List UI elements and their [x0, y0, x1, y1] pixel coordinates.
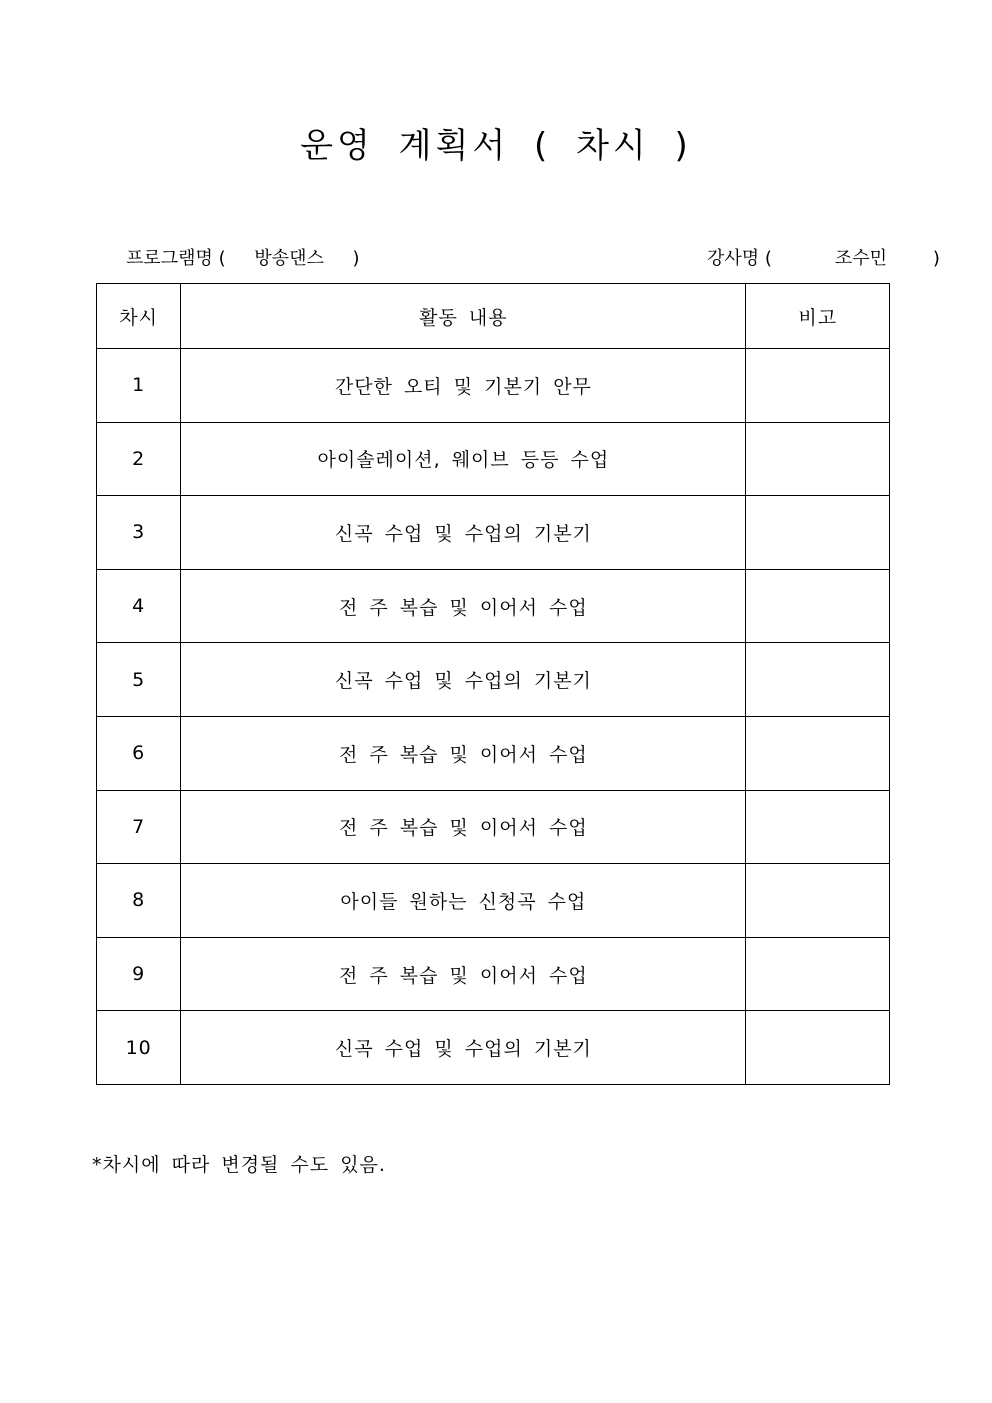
header-session: 차시	[97, 284, 181, 349]
activity-cell: 신곡 수업 및 수업의 기본기	[181, 643, 746, 717]
footnote: *차시에 따라 변경될 수도 있음.	[92, 1154, 386, 1176]
plan-table	[96, 283, 890, 1085]
activity-cell: 전 주 복습 및 이어서 수업	[181, 716, 746, 790]
activity-cell: 아이솔레이션, 웨이브 등등 수업	[181, 422, 746, 496]
table-row	[97, 496, 890, 570]
note-cell	[746, 349, 890, 423]
note-cell	[746, 496, 890, 570]
session-cell: 4	[97, 569, 181, 643]
note-cell	[746, 569, 890, 643]
note-cell	[746, 1011, 890, 1085]
note-cell	[746, 716, 890, 790]
activity-cell: 신곡 수업 및 수업의 기본기	[181, 1011, 746, 1085]
table-row	[97, 1011, 890, 1085]
program-name-value: 방송댄스	[254, 248, 324, 269]
header-activity: 활동 내용	[181, 284, 746, 349]
table-row	[97, 569, 890, 643]
instructor-name-value: 조수민	[834, 248, 888, 269]
table-header-row	[97, 284, 890, 349]
program-name-label: 프로그램명 (	[126, 248, 226, 269]
activity-cell: 아이들 원하는 신청곡 수업	[181, 864, 746, 938]
table-row	[97, 790, 890, 864]
instructor-name-label: 강사명 (	[707, 248, 772, 269]
table-row	[97, 643, 890, 717]
session-cell: 3	[97, 496, 181, 570]
instructor-name-line	[707, 244, 940, 270]
table-row	[97, 422, 890, 496]
session-cell: 6	[97, 716, 181, 790]
note-cell	[746, 643, 890, 717]
table-row	[97, 937, 890, 1011]
program-name-close: )	[352, 248, 360, 269]
activity-cell: 전 주 복습 및 이어서 수업	[181, 569, 746, 643]
table-row	[97, 864, 890, 938]
activity-cell: 간단한 오티 및 기본기 안무	[181, 349, 746, 423]
table-row	[97, 716, 890, 790]
note-cell	[746, 790, 890, 864]
session-cell: 5	[97, 643, 181, 717]
session-cell: 1	[97, 349, 181, 423]
note-cell	[746, 422, 890, 496]
table-row	[97, 349, 890, 423]
instructor-name-close: )	[932, 248, 940, 269]
header-note: 비고	[746, 284, 890, 349]
session-cell: 2	[97, 422, 181, 496]
session-cell: 7	[97, 790, 181, 864]
session-cell: 8	[97, 864, 181, 938]
program-name-line	[126, 244, 360, 270]
activity-cell: 전 주 복습 및 이어서 수업	[181, 937, 746, 1011]
activity-cell: 신곡 수업 및 수업의 기본기	[181, 496, 746, 570]
activity-cell: 전 주 복습 및 이어서 수업	[181, 790, 746, 864]
session-cell: 9	[97, 937, 181, 1011]
note-cell	[746, 937, 890, 1011]
note-cell	[746, 864, 890, 938]
page-title: 운영 계획서 ( 차시 )	[300, 126, 692, 166]
session-cell: 10	[97, 1011, 181, 1085]
